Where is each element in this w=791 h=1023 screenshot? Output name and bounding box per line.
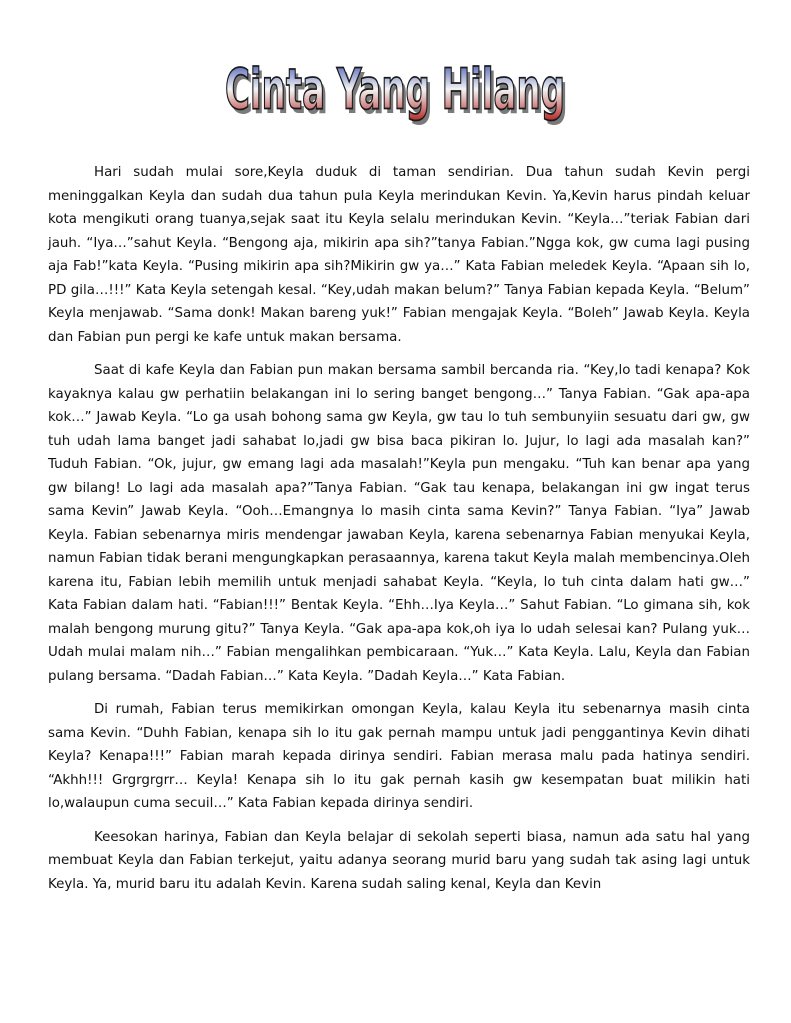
paragraph-4: Keesokan harinya, Fabian dan Keyla belajar di sekolah seperti biasa, namun ada satu hal yang membuat Keyla dan Fabian terkejut, yaitu adanya seorang murid baru yang sudah tak asing lagi untuk Keyla. Ya, murid baru itu adalah Kevin. Karena sudah saling kenal, Keyla dan Kevin [48, 829, 750, 892]
title-shadow-text: Cinta Yang Hilang [228, 61, 568, 127]
document-title [215, 40, 575, 130]
paragraph-2: Saat di kafe Keyla dan Fabian pun makan bersama sambil bercanda ria. “Key,lo tadi kenapa? Kok kayaknya kalau gw perhatiin belakangan ini lo sering banget bengong…” Tanya Fabian. “Gak apa-apa kok…” Jawab Keyla. “Lo ga usah bohong sama gw Keyla, gw tau lo tuh sembunyiin sesuatu dari gw, gw tuh udah lama banget jadi sahabat lo,jadi gw bisa baca pikiran lo. Jujur, lo lagi ada masalah kan?” Tuduh Fabian. “Ok, jujur, gw emang lagi ada masalah!”Keyla pun mengaku. “Tuh kan benar apa yang gw bilang! Lo lagi ada masalah apa?”Tanya Fabian. “Gak tau kenapa, belakangan ini gw ingat terus sama Kevin” Jawab Keyla. “Ooh…Emangnya lo masih cinta sama Kevin?” Tanya Fabian. “Iya” Jawab Keyla. Fabian sebenarnya miris mendengar jawaban Keyla, karena sebenarnya Fabian menyukai Keyla, namun Fabian tidak berani mengungkapkan perasaannya, karena takut Keyla malah membencinya.Oleh karena itu, Fabian lebih memilih untuk menjadi sahabat Keyla. “Keyla, lo tuh cinta dalam hati gw…” Kata Fabian dalam hati. “Fabian!!!” Bentak Keyla. “Ehh…Iya Keyla…” Sahut Fabian. “Lo gimana sih, kok malah bengong murung gitu?” Tanya Keyla. “Gak apa-apa kok,oh iya lo udah selesai kan? Pulang yuk…Udah mulai malam nih…” Fabian mengalihkan pembicaraan. “Yuk…” Kata Keyla. Lalu, Keyla dan Fabian pulang bersama. “Dadah Fabian…” Kata Keyla. ”Dadah Keyla…” Kata Fabian. [48, 363, 750, 684]
paragraph-1: Hari sudah mulai sore,Keyla duduk di taman sendirian. Dua tahun sudah Kevin pergi meninggalkan Keyla dan sudah dua tahun pula Keyla merindukan Kevin. Ya,Kevin harus pindah keluar kota mengikuti orang tuanya,sejak saat itu Keyla selalu merindukan Kevin. “Keyla…”teriak Fabian dari jauh. “Iya…”sahut Keyla. “Bengong aja, mikirin apa sih?”tanya Fabian.”Ngga kok, gw cuma lagi pusing aja Fab!”kata Keyla. “Pusing mikirin apa sih?Mikirin gw ya…” Kata Fabian meledek Keyla. “Apaan sih lo, PD gila…!!!” Kata Keyla setengah kesal. “Key,udah makan belum?” Tanya Fabian kepada Keyla. “Belum” Keyla menjawab. “Sama donk! Makan bareng yuk!” Fabian mengajak Keyla. “Boleh” Jawab Keyla. Keyla dan Fabian pun pergi ke kafe untuk makan bersama. [48, 165, 750, 345]
title-text: Cinta Yang Hilang [225, 56, 565, 123]
wordart-title [215, 40, 575, 130]
paragraph-3: Di rumah, Fabian terus memikirkan omongan Keyla, kalau Keyla itu sebenarnya masih cinta sama Kevin. “Duhh Fabian, kenapa sih lo itu gak pernah mampu untuk jadi penggantinya Kevin dihati Keyla? Kenapa!!!” Fabian marah kepada dirinya sendiri. Fabian merasa malu pada hatinya sendiri. “Akhh!!! Grgrgrgrr… Keyla! Kenapa sih lo itu gak pernah kasih gw kesempatan buat milikin hati lo,walaupun cuma secuil…” Kata Fabian kepada dirinya sendiri. [48, 702, 750, 811]
story-body [48, 161, 750, 906]
